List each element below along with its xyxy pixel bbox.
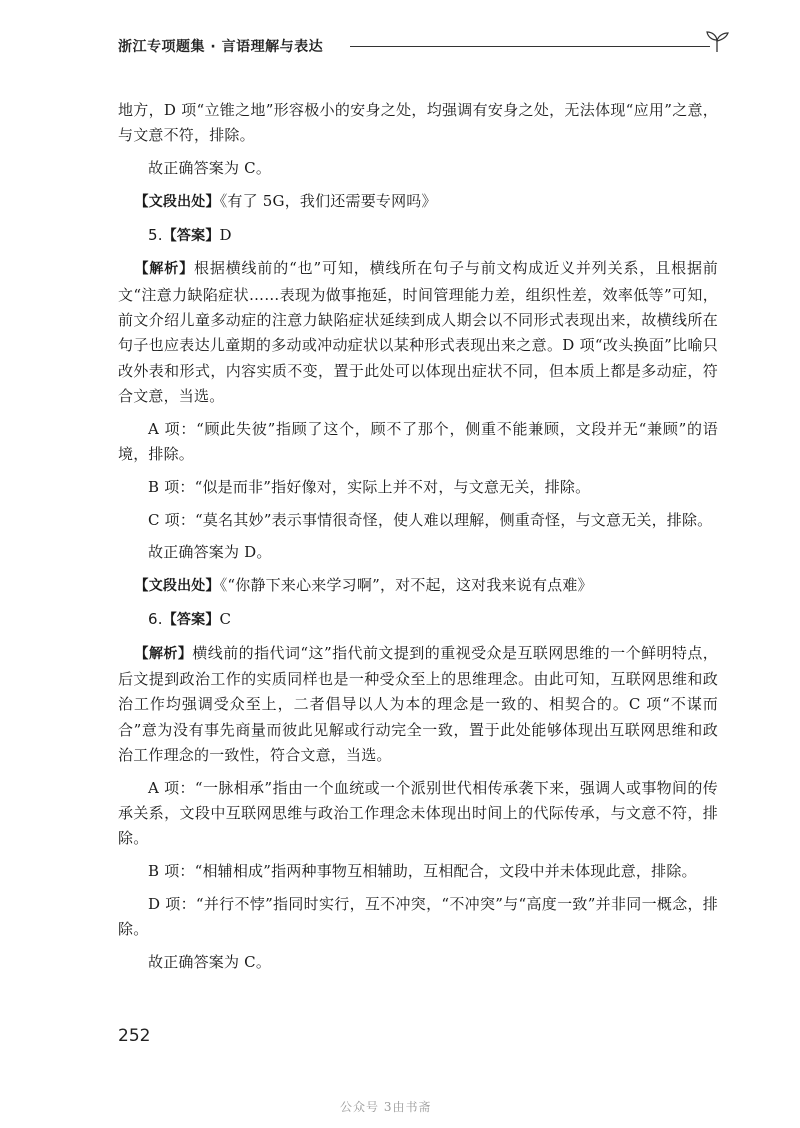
question-number: 5. — [148, 225, 163, 244]
page-body — [118, 98, 718, 983]
answer-value: C — [219, 610, 232, 629]
option-explanation: A 项：“顾此失彼”指顾了这个，顾不了那个，侧重不能兼顾，文段并无“兼顾”的语境，排除。 — [118, 419, 718, 464]
source-tag: 【文段出处】 — [134, 578, 220, 595]
option-explanation: A 项：“一脉相承”指由一个血统或一个派别世代相传承袭下来，强调人或事物间的传承关系，文段中互联网思维与政治工作理念未体现出时间上的代际传承，与文意不符，排除。 — [118, 778, 718, 848]
analysis-paragraph: 【解析】根据横线前的“也”可知，横线所在句子与前文构成近义并列关系，且根据前文“注意力缺陷症状……表现为做事拖延，时间管理能力差，组织性差，效率低等”可知，前文介绍儿童多动症的注意力缺陷症状延续到成人期会以不同形式表现出来，故横线所在句子也应表达儿童期的多动或冲动症状以某种形式表现出来之意。D 项“改头换面”比喻只改外表和形式，内容实质不变，置于此处可以体现出症状不同，但本质上都是多动症，符合文意，当选。 — [118, 259, 719, 405]
source-tag: 【文段出处】 — [134, 193, 220, 210]
option-explanation: B 项：“似是而非”指好像对，实际上并不对，与文意无关，排除。 — [148, 477, 591, 496]
answer-tag: 【答案】 — [162, 227, 220, 244]
source-line: 【文段出处】《“你静下来心来学习啊”，对不起，这对我来说有点难》 — [134, 576, 593, 595]
answer-line — [118, 223, 718, 249]
paragraph: 故正确答案为 C。 — [148, 159, 272, 178]
analysis-tag: 【解析】 — [134, 261, 194, 278]
option-explanation: C 项：“莫名其妙”表示事情很奇怪，使人难以理解，侧重奇怪，与文意无关，排除。 — [148, 510, 713, 529]
answer-value: D — [219, 225, 232, 244]
answer-tag: 【答案】 — [162, 612, 220, 629]
question-number: 6. — [148, 610, 163, 629]
analysis-paragraph: 【解析】横线前的指代词“这”指代前文提到的重视受众是互联网思维的一个鲜明特点，后文提到政治工作的实质同样也是一种受众至上的思维理念。由此可知，互联网思维和政治工作均强调受众至上，二者倡导以人为本的理念是一致的、相契合的。C 项“不谋而合”意为没有事先商量而彼此见解或行动完全一致，置于此处能够体现出互联网思维和政治工作理念的一致性，符合文意，当选。 — [118, 643, 718, 765]
watermark: 公众号 3由书斋 — [340, 1100, 432, 1114]
answer-line — [118, 607, 718, 633]
source-line: 【文段出处】《有了 5G，我们还需要专网吗》 — [134, 191, 437, 210]
header-title: 浙江专项题集 · 言语理解与表达 — [118, 39, 324, 55]
option-explanation: D 项：“并行不悖”指同时实行，互不冲突，“不冲突”与“高度一致”并非同一概念，排除。 — [118, 895, 718, 939]
option-explanation: B 项：“相辅相成”指两种事物互相辅助，互相配合，文段中并未体现此意，排除。 — [148, 862, 697, 881]
sprout-icon — [702, 30, 732, 54]
page-number: 252 — [118, 1026, 151, 1046]
header-rule — [350, 46, 710, 47]
running-header — [118, 34, 728, 58]
analysis-tag: 【解析】 — [134, 645, 193, 662]
paragraph: 故正确答案为 D。 — [148, 543, 272, 562]
paragraph: 地方，D 项“立锥之地”形容极小的安身之处，均强调有安身之处，无法体现“应用”之意，与文意不符，排除。 — [118, 101, 718, 145]
paragraph: 故正确答案为 C。 — [148, 953, 272, 972]
